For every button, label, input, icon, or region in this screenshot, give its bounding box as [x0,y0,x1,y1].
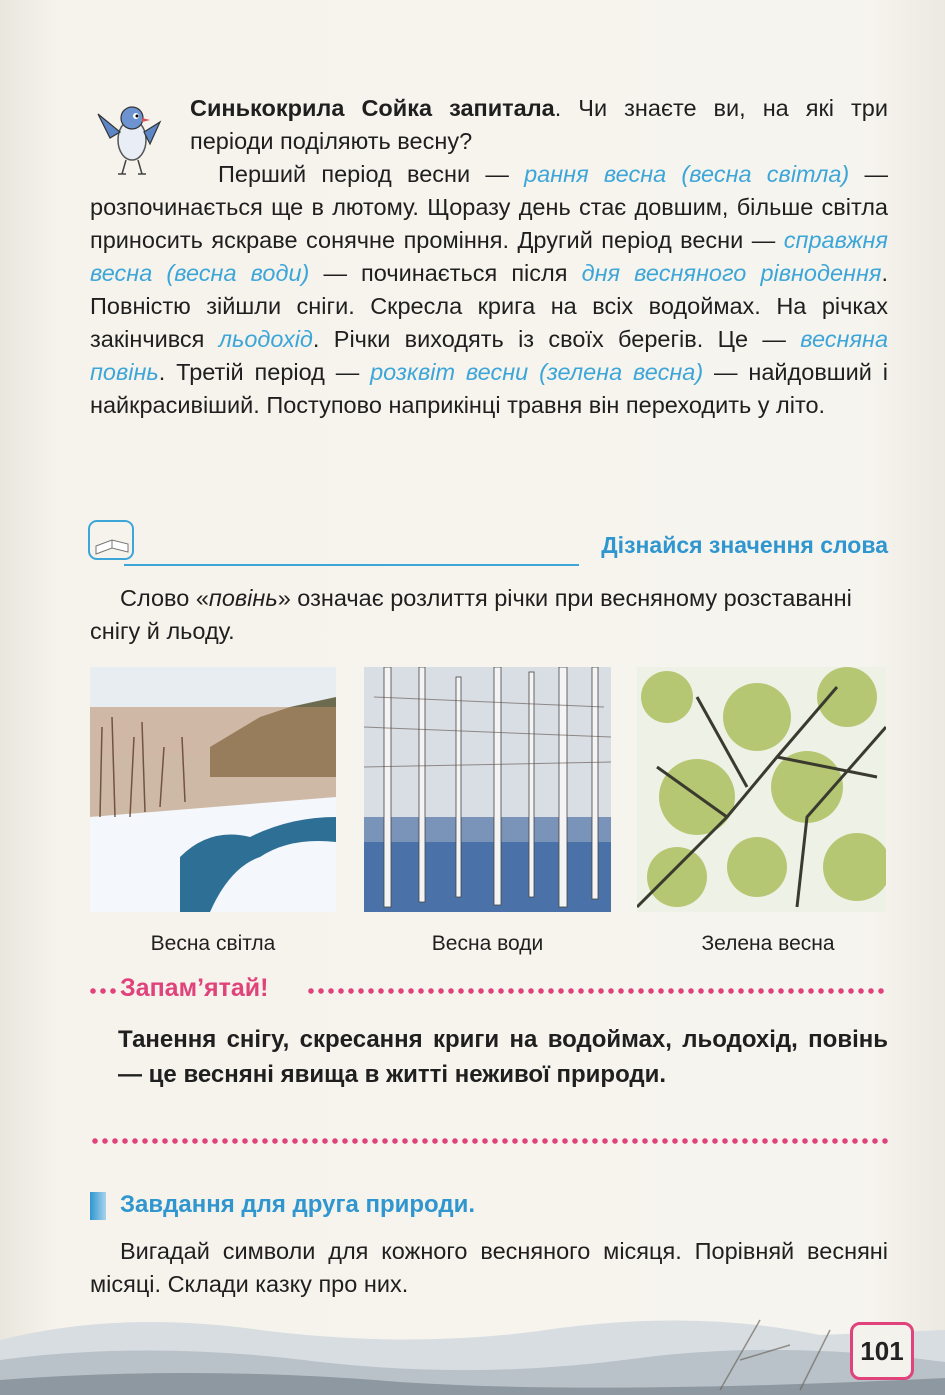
task-text: Вигадай символи для кожного весняного місяця. Порівняй весняні місяці. Склади казку про них. [90,1238,888,1297]
task-title: Завдання для друга природи. [120,1191,476,1218]
speaker-name: Синькокрила Сойка запитала [190,95,555,121]
jay-question: Синькокрила Сойка запитала. Чи знаєте ви, на які три періоди поділяють весну? [190,95,888,154]
defined-word: повінь [208,585,278,611]
caption-water-spring: Весна води [431,932,544,955]
intro-text [90,92,888,422]
caption-light-spring: Весна світла [150,932,276,955]
dotted-divider [88,988,118,994]
word-definition: Слово «повінь» означає розлиття річки при весняному розставанні снігу й льоду. [90,585,852,644]
dotted-divider [306,988,888,994]
photo-light-spring [90,667,336,912]
term-spring-flood: весняна повінь [90,326,889,385]
learn-word-header [88,518,888,568]
term-green-spring: розквіт весни (зелена весна) [370,359,704,385]
remember-header [88,972,888,1012]
term-true-spring: справжня весна (весна води) [90,227,888,286]
divider-line [124,564,579,566]
term-ice-drift: льодохід [218,326,313,352]
photo-green-spring [637,667,886,912]
dotted-divider [90,1138,888,1144]
winter-landscape-decoration [0,1300,945,1395]
page-number: 101 [850,1322,914,1380]
learn-word-title: Дізнайся значення слова [601,532,888,558]
remember-text: Танення снігу, скресання криги на водоймах, льодохід, повінь — це весняні явища в житті неживої природи. [118,1026,888,1088]
photo-water-spring [364,667,611,912]
task-marker [90,1192,106,1220]
caption-green-spring: Зелена весна [701,932,835,955]
term-equinox: дня весняного рівнодення [581,260,882,286]
book-icon [88,520,136,562]
term-early-spring: рання весна (весна світла) [524,161,850,187]
spring-periods-paragraph: Перший період весни — рання весна (весна світла) — розпочинається ще в лютому. Щоразу день стає довшим, більше світла приносить яскраве сонячне проміння. Другий період весни — справжня весна (весна води) — починається після дня весняного рівнодення. Повністю зійшли сніги. Скресла крига на всіх водоймах. На річках закінчився льодохід. Річки виходять із своїх берегів. Це — весняна повінь. Третій період — розквіт весни (зелена весна) — найдовший і найкрасивіший. Поступово наприкінці травня він переходить у літо. [90,161,889,418]
remember-title: Запам’ятай! [120,974,269,1002]
